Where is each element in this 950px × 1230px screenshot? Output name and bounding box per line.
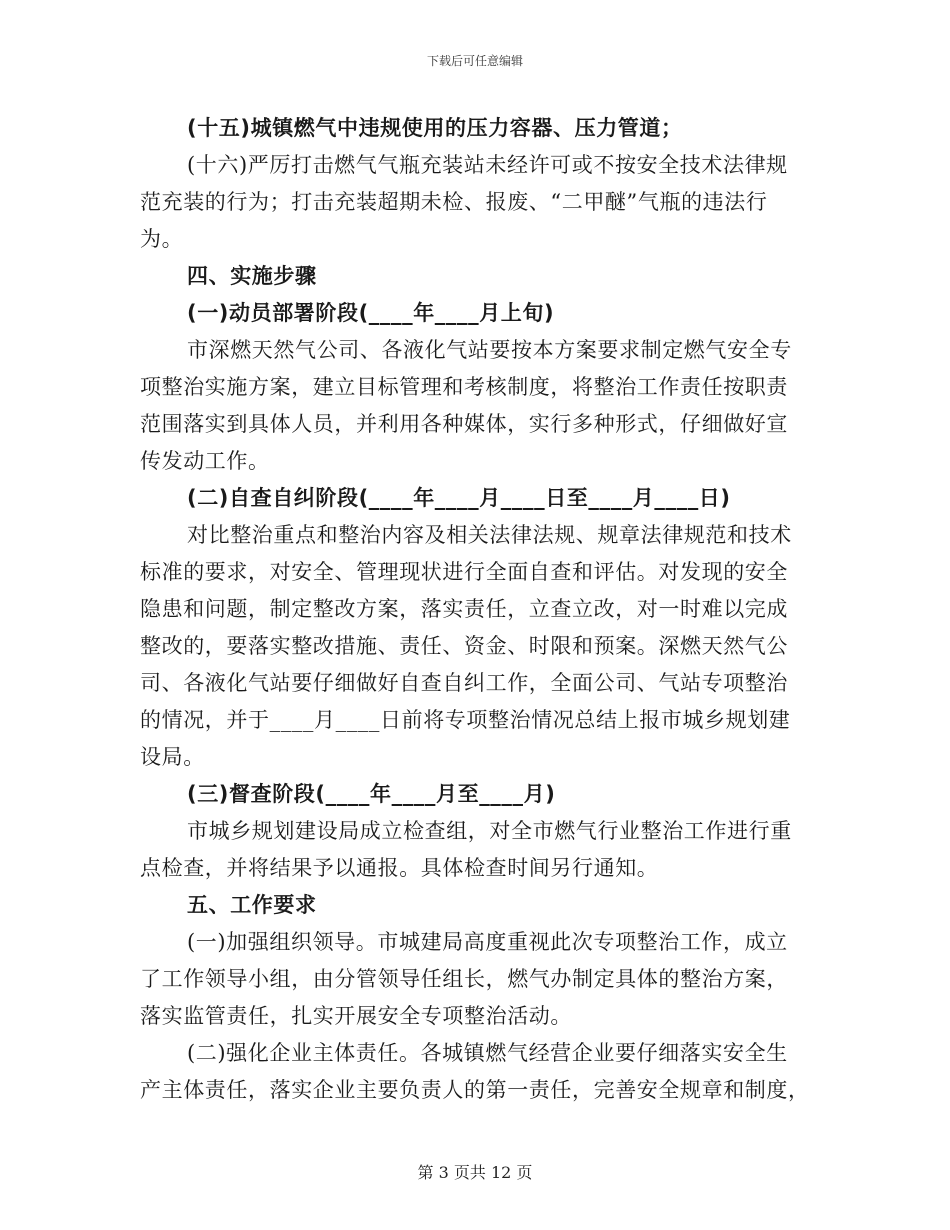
section-heading: 四、实施步骤 (187, 264, 317, 288)
paragraph-line: 为。 (140, 227, 184, 251)
paragraph-line: 范充装的行为；打击充装超期未检、报废、“二甲醚”气瓶的违法行 (140, 190, 768, 214)
section-heading: (三)督查阶段(____年____月至____月) (187, 782, 556, 806)
paragraph-line: 市城乡规划建设局成立检查组，对全市燃气行业整治工作进行重 (187, 819, 792, 843)
paragraph-line: (一)加强组织领导。市城建局高度重视此次专项整治工作，成立 (187, 930, 788, 954)
paragraph-line: 了工作领导小组，由分管领导任组长，燃气办制定具体的整治方案， (140, 967, 788, 991)
section-heading: (十五)城镇燃气中违规使用的压力容器、压力管道； (187, 116, 683, 140)
paragraph-line: 的情况，并于____月____日前将专项整治情况总结上报市城乡规划建 (140, 708, 791, 732)
paragraph-line: 整改的，要落实整改措施、责任、资金、时限和预案。深燃天然气公 (140, 634, 788, 658)
paragraph-line: 项整治实施方案，建立目标管理和考核制度，将整治工作责任按职责 (140, 375, 788, 399)
paragraph-line: 市深燃天然气公司、各液化气站要按本方案要求制定燃气安全专 (187, 338, 792, 362)
section-heading: (二)自查自纠阶段(____年____月____日至____月____日) (187, 486, 731, 510)
page-number: 第 3 页共 12 页 (417, 1163, 533, 1182)
paragraph-line: 产主体责任，落实企业主要负责人的第一责任，完善安全规章和制度， (140, 1078, 810, 1102)
paragraph-line: 落实监管责任，扎实开展安全专项整治活动。 (140, 1004, 572, 1028)
paragraph-line: (二)强化企业主体责任。各城镇燃气经营企业要仔细落实安全生 (187, 1041, 788, 1065)
section-heading: 五、工作要求 (187, 893, 317, 917)
paragraph-line: 范围落实到具体人员，并利用各种媒体，实行多种形式，仔细做好宣 (140, 412, 788, 436)
section-heading: (一)动员部署阶段(____年____月上旬) (187, 301, 555, 325)
paragraph-line: 点检查，并将结果予以通报。具体检查时间另行通知。 (140, 856, 659, 880)
paragraph-line: 设局。 (140, 745, 205, 769)
document-body (140, 110, 810, 1109)
paragraph-line: 司、各液化气站要仔细做好自查自纠工作，全面公司、气站专项整治 (140, 671, 788, 695)
paragraph-line: (十六)严厉打击燃气气瓶充装站未经许可或不按安全技术法律规 (187, 153, 788, 177)
paragraph-line: 传发动工作。 (140, 449, 270, 473)
paragraph-line: 隐患和问题，制定整改方案，落实责任，立查立改，对一时难以完成 (140, 597, 788, 621)
page-header: 下载后可任意编辑 (426, 54, 523, 68)
paragraph-line: 对比整治重点和整治内容及相关法律法规、规章法律规范和技术 (187, 523, 792, 547)
paragraph-line: 标准的要求，对安全、管理现状进行全面自查和评估。对发现的安全 (140, 560, 788, 584)
